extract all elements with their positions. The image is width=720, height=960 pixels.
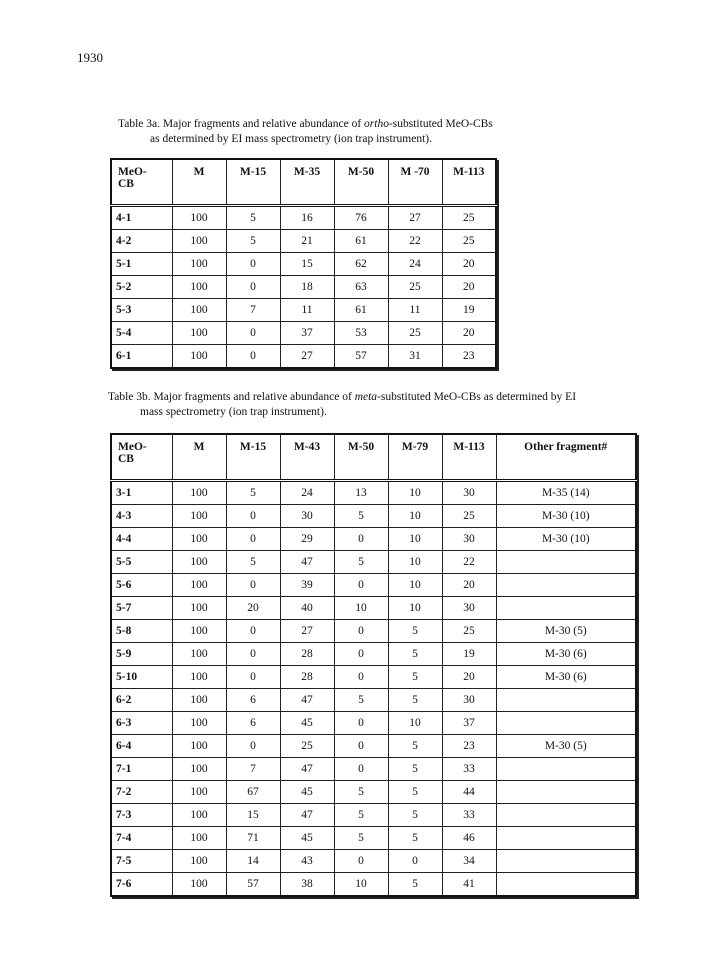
value-cell: 53: [334, 322, 388, 345]
value-cell: 5: [334, 781, 388, 804]
row-label-cell: 7-1: [111, 758, 172, 781]
table_b-header-cell: M-79: [388, 434, 442, 481]
value-cell: 5: [388, 781, 442, 804]
value-cell: 0: [226, 276, 280, 299]
value-cell: 100: [172, 276, 226, 299]
table-3b-caption-line2: mass spectrometry (ion trap instrument).: [140, 406, 327, 418]
value-cell: 6: [226, 689, 280, 712]
value-cell: 0: [334, 758, 388, 781]
value-cell: 5: [388, 666, 442, 689]
value-cell: 25: [442, 206, 496, 230]
value-cell: 100: [172, 666, 226, 689]
table_a-header-cell: M-35: [280, 159, 334, 206]
value-cell: 34: [442, 850, 496, 873]
value-cell: 41: [442, 873, 496, 897]
value-cell: 100: [172, 643, 226, 666]
value-cell: 61: [334, 230, 388, 253]
value-cell: 22: [388, 230, 442, 253]
value-cell: 5: [334, 689, 388, 712]
table-3b-caption: [108, 390, 608, 420]
table_a-header-cell: M: [172, 159, 226, 206]
page-number: 1930: [77, 50, 103, 65]
value-cell: 100: [172, 322, 226, 345]
value-cell: 10: [388, 528, 442, 551]
value-cell: 25: [442, 230, 496, 253]
table-3a-label: Table 3a.: [118, 118, 160, 130]
table-row: [111, 322, 496, 345]
value-cell: 37: [442, 712, 496, 735]
value-cell: 100: [172, 206, 226, 230]
value-cell: 10: [388, 481, 442, 505]
table-3b-caption-pre: Major fragments and relative abundance of: [153, 391, 355, 403]
row-label-cell: 6-1: [111, 345, 172, 369]
value-cell: 28: [280, 643, 334, 666]
value-cell: 30: [442, 481, 496, 505]
value-cell: 15: [226, 804, 280, 827]
value-cell: 43: [280, 850, 334, 873]
value-cell: 33: [442, 804, 496, 827]
table-row: [111, 666, 636, 689]
row-label-cell: 5-9: [111, 643, 172, 666]
row-label-cell: 5-1: [111, 253, 172, 276]
value-cell: M-30 (6): [496, 643, 636, 666]
table-3b-caption-post: -substituted MeO-CBs as determined by EI: [377, 391, 577, 403]
value-cell: 0: [226, 574, 280, 597]
table-3a: [110, 158, 497, 369]
table-3a-caption-post: -substituted MeO-CBs: [388, 118, 493, 130]
table_a-header-cell: M-50: [334, 159, 388, 206]
value-cell: 10: [388, 574, 442, 597]
table_b-header-cell: M-113: [442, 434, 496, 481]
value-cell: 5: [388, 758, 442, 781]
value-cell: 14: [226, 850, 280, 873]
table-row: [111, 597, 636, 620]
value-cell: 0: [226, 345, 280, 369]
table-row: [111, 345, 496, 369]
row-label-cell: 5-4: [111, 322, 172, 345]
value-cell: 5: [226, 230, 280, 253]
value-cell: M-30 (6): [496, 666, 636, 689]
value-cell: 11: [280, 299, 334, 322]
value-cell: 100: [172, 689, 226, 712]
row-label-cell: 4-4: [111, 528, 172, 551]
value-cell: 100: [172, 551, 226, 574]
value-cell: 30: [442, 597, 496, 620]
value-cell: 5: [388, 735, 442, 758]
value-cell: 0: [226, 735, 280, 758]
value-cell: 25: [442, 505, 496, 528]
value-cell: 61: [334, 299, 388, 322]
table_a-header-cell: MeO- CB: [111, 159, 172, 206]
value-cell: 21: [280, 230, 334, 253]
value-cell: 45: [280, 827, 334, 850]
value-cell: 5: [388, 873, 442, 897]
table-3b: [110, 433, 637, 897]
value-cell: 16: [280, 206, 334, 230]
value-cell: 31: [388, 345, 442, 369]
value-cell: 0: [334, 850, 388, 873]
row-label-cell: 6-4: [111, 735, 172, 758]
value-cell: 100: [172, 850, 226, 873]
value-cell: 5: [334, 551, 388, 574]
value-cell: 5: [226, 551, 280, 574]
value-cell: M-35 (14): [496, 481, 636, 505]
row-label-cell: 7-5: [111, 850, 172, 873]
value-cell: 57: [334, 345, 388, 369]
value-cell: 0: [226, 253, 280, 276]
value-cell: [496, 597, 636, 620]
value-cell: 100: [172, 574, 226, 597]
value-cell: 0: [388, 850, 442, 873]
value-cell: 30: [442, 528, 496, 551]
table-row: [111, 276, 496, 299]
value-cell: 10: [388, 551, 442, 574]
value-cell: 0: [226, 322, 280, 345]
value-cell: 20: [226, 597, 280, 620]
value-cell: 20: [442, 322, 496, 345]
value-cell: 7: [226, 758, 280, 781]
value-cell: 57: [226, 873, 280, 897]
value-cell: 62: [334, 253, 388, 276]
value-cell: 10: [388, 597, 442, 620]
value-cell: 15: [280, 253, 334, 276]
table-row: [111, 689, 636, 712]
table-row: [111, 712, 636, 735]
value-cell: [496, 574, 636, 597]
row-label-cell: 7-4: [111, 827, 172, 850]
table-3b-header-row: [111, 434, 636, 481]
value-cell: 100: [172, 253, 226, 276]
value-cell: 5: [226, 481, 280, 505]
row-label-cell: 6-3: [111, 712, 172, 735]
row-label-cell: 3-1: [111, 481, 172, 505]
value-cell: 22: [442, 551, 496, 574]
value-cell: 47: [280, 551, 334, 574]
table-row: [111, 643, 636, 666]
table_a-header-cell: M-113: [442, 159, 496, 206]
table-row: [111, 230, 496, 253]
row-label-cell: 7-3: [111, 804, 172, 827]
value-cell: 25: [442, 620, 496, 643]
value-cell: 25: [280, 735, 334, 758]
table-3b-label: Table 3b.: [108, 391, 151, 403]
value-cell: 100: [172, 827, 226, 850]
value-cell: [496, 758, 636, 781]
value-cell: 100: [172, 735, 226, 758]
value-cell: 7: [226, 299, 280, 322]
value-cell: 5: [388, 827, 442, 850]
value-cell: 0: [334, 620, 388, 643]
value-cell: 44: [442, 781, 496, 804]
value-cell: 0: [226, 528, 280, 551]
value-cell: 20: [442, 253, 496, 276]
table_b-header-cell: M: [172, 434, 226, 481]
value-cell: [496, 804, 636, 827]
table_a-header-cell: M -70: [388, 159, 442, 206]
value-cell: 100: [172, 481, 226, 505]
value-cell: 100: [172, 620, 226, 643]
table-3a-caption-line2: as determined by EI mass spectrometry (ion trap instrument).: [150, 133, 432, 145]
value-cell: 33: [442, 758, 496, 781]
value-cell: 25: [388, 322, 442, 345]
row-label-cell: 5-6: [111, 574, 172, 597]
value-cell: 39: [280, 574, 334, 597]
value-cell: 23: [442, 345, 496, 369]
value-cell: 71: [226, 827, 280, 850]
value-cell: 38: [280, 873, 334, 897]
row-label-cell: 5-7: [111, 597, 172, 620]
table-row: [111, 735, 636, 758]
value-cell: 63: [334, 276, 388, 299]
value-cell: 100: [172, 873, 226, 897]
table-3b-body: [111, 481, 636, 897]
table-row: [111, 299, 496, 322]
value-cell: 0: [226, 620, 280, 643]
value-cell: 0: [334, 712, 388, 735]
value-cell: 19: [442, 643, 496, 666]
value-cell: [496, 873, 636, 897]
value-cell: 45: [280, 712, 334, 735]
value-cell: 100: [172, 505, 226, 528]
table-3a-caption-pre: Major fragments and relative abundance of: [162, 118, 365, 130]
value-cell: 5: [388, 804, 442, 827]
value-cell: 100: [172, 230, 226, 253]
value-cell: 6: [226, 712, 280, 735]
table-row: [111, 804, 636, 827]
value-cell: [496, 689, 636, 712]
table-row: [111, 481, 636, 505]
value-cell: [496, 551, 636, 574]
value-cell: 40: [280, 597, 334, 620]
value-cell: 5: [388, 689, 442, 712]
value-cell: M-30 (5): [496, 620, 636, 643]
value-cell: 29: [280, 528, 334, 551]
value-cell: 0: [334, 735, 388, 758]
row-label-cell: 6-2: [111, 689, 172, 712]
value-cell: 10: [388, 712, 442, 735]
value-cell: 100: [172, 712, 226, 735]
value-cell: 28: [280, 666, 334, 689]
value-cell: 20: [442, 666, 496, 689]
table-row: [111, 206, 496, 230]
row-label-cell: 4-1: [111, 206, 172, 230]
row-label-cell: 4-2: [111, 230, 172, 253]
value-cell: 18: [280, 276, 334, 299]
value-cell: 0: [226, 505, 280, 528]
table-row: [111, 827, 636, 850]
value-cell: 37: [280, 322, 334, 345]
value-cell: 13: [334, 481, 388, 505]
value-cell: 25: [388, 276, 442, 299]
table-row: [111, 758, 636, 781]
value-cell: 100: [172, 804, 226, 827]
value-cell: 10: [388, 505, 442, 528]
row-label-cell: 5-5: [111, 551, 172, 574]
value-cell: 100: [172, 345, 226, 369]
table-3a-header-row: [111, 159, 496, 206]
value-cell: 23: [442, 735, 496, 758]
table_b-header-cell: Other fragment#: [496, 434, 636, 481]
value-cell: 100: [172, 299, 226, 322]
value-cell: 24: [280, 481, 334, 505]
table_a-header-cell: M-15: [226, 159, 280, 206]
value-cell: 47: [280, 689, 334, 712]
table-row: [111, 551, 636, 574]
value-cell: 30: [442, 689, 496, 712]
row-label-cell: 5-10: [111, 666, 172, 689]
table-row: [111, 574, 636, 597]
value-cell: 10: [334, 597, 388, 620]
value-cell: 0: [226, 666, 280, 689]
value-cell: 30: [280, 505, 334, 528]
value-cell: 27: [280, 345, 334, 369]
value-cell: 100: [172, 781, 226, 804]
table-row: [111, 781, 636, 804]
value-cell: [496, 827, 636, 850]
table-row: [111, 620, 636, 643]
value-cell: 5: [388, 643, 442, 666]
table-3a-caption-em: ortho: [364, 118, 389, 130]
value-cell: 27: [388, 206, 442, 230]
table-row: [111, 253, 496, 276]
table-row: [111, 873, 636, 897]
value-cell: 76: [334, 206, 388, 230]
row-label-cell: 5-8: [111, 620, 172, 643]
value-cell: 20: [442, 574, 496, 597]
value-cell: 5: [226, 206, 280, 230]
value-cell: 5: [334, 827, 388, 850]
value-cell: [496, 781, 636, 804]
value-cell: 10: [334, 873, 388, 897]
value-cell: 24: [388, 253, 442, 276]
value-cell: 0: [226, 643, 280, 666]
value-cell: 100: [172, 758, 226, 781]
table-3b-caption-em: meta: [354, 391, 378, 403]
row-label-cell: 5-2: [111, 276, 172, 299]
value-cell: 0: [334, 643, 388, 666]
value-cell: 67: [226, 781, 280, 804]
value-cell: M-30 (10): [496, 505, 636, 528]
value-cell: [496, 712, 636, 735]
table_b-header-cell: M-50: [334, 434, 388, 481]
value-cell: 20: [442, 276, 496, 299]
value-cell: [496, 850, 636, 873]
value-cell: M-30 (10): [496, 528, 636, 551]
value-cell: 11: [388, 299, 442, 322]
value-cell: 47: [280, 804, 334, 827]
table_b-header-cell: MeO- CB: [111, 434, 172, 481]
value-cell: 27: [280, 620, 334, 643]
table-row: [111, 528, 636, 551]
table-row: [111, 850, 636, 873]
value-cell: 0: [334, 528, 388, 551]
value-cell: M-30 (5): [496, 735, 636, 758]
value-cell: 45: [280, 781, 334, 804]
row-label-cell: 4-3: [111, 505, 172, 528]
value-cell: 5: [334, 804, 388, 827]
value-cell: 0: [334, 666, 388, 689]
value-cell: 0: [334, 574, 388, 597]
table_b-header-cell: M-43: [280, 434, 334, 481]
value-cell: 100: [172, 528, 226, 551]
value-cell: 100: [172, 597, 226, 620]
value-cell: 5: [334, 505, 388, 528]
table-row: [111, 505, 636, 528]
value-cell: 5: [388, 620, 442, 643]
value-cell: 47: [280, 758, 334, 781]
table_b-header-cell: M-15: [226, 434, 280, 481]
value-cell: 46: [442, 827, 496, 850]
row-label-cell: 5-3: [111, 299, 172, 322]
row-label-cell: 7-2: [111, 781, 172, 804]
table-3a-body: [111, 206, 496, 369]
value-cell: 19: [442, 299, 496, 322]
row-label-cell: 7-6: [111, 873, 172, 897]
table-3a-caption: [118, 117, 588, 147]
